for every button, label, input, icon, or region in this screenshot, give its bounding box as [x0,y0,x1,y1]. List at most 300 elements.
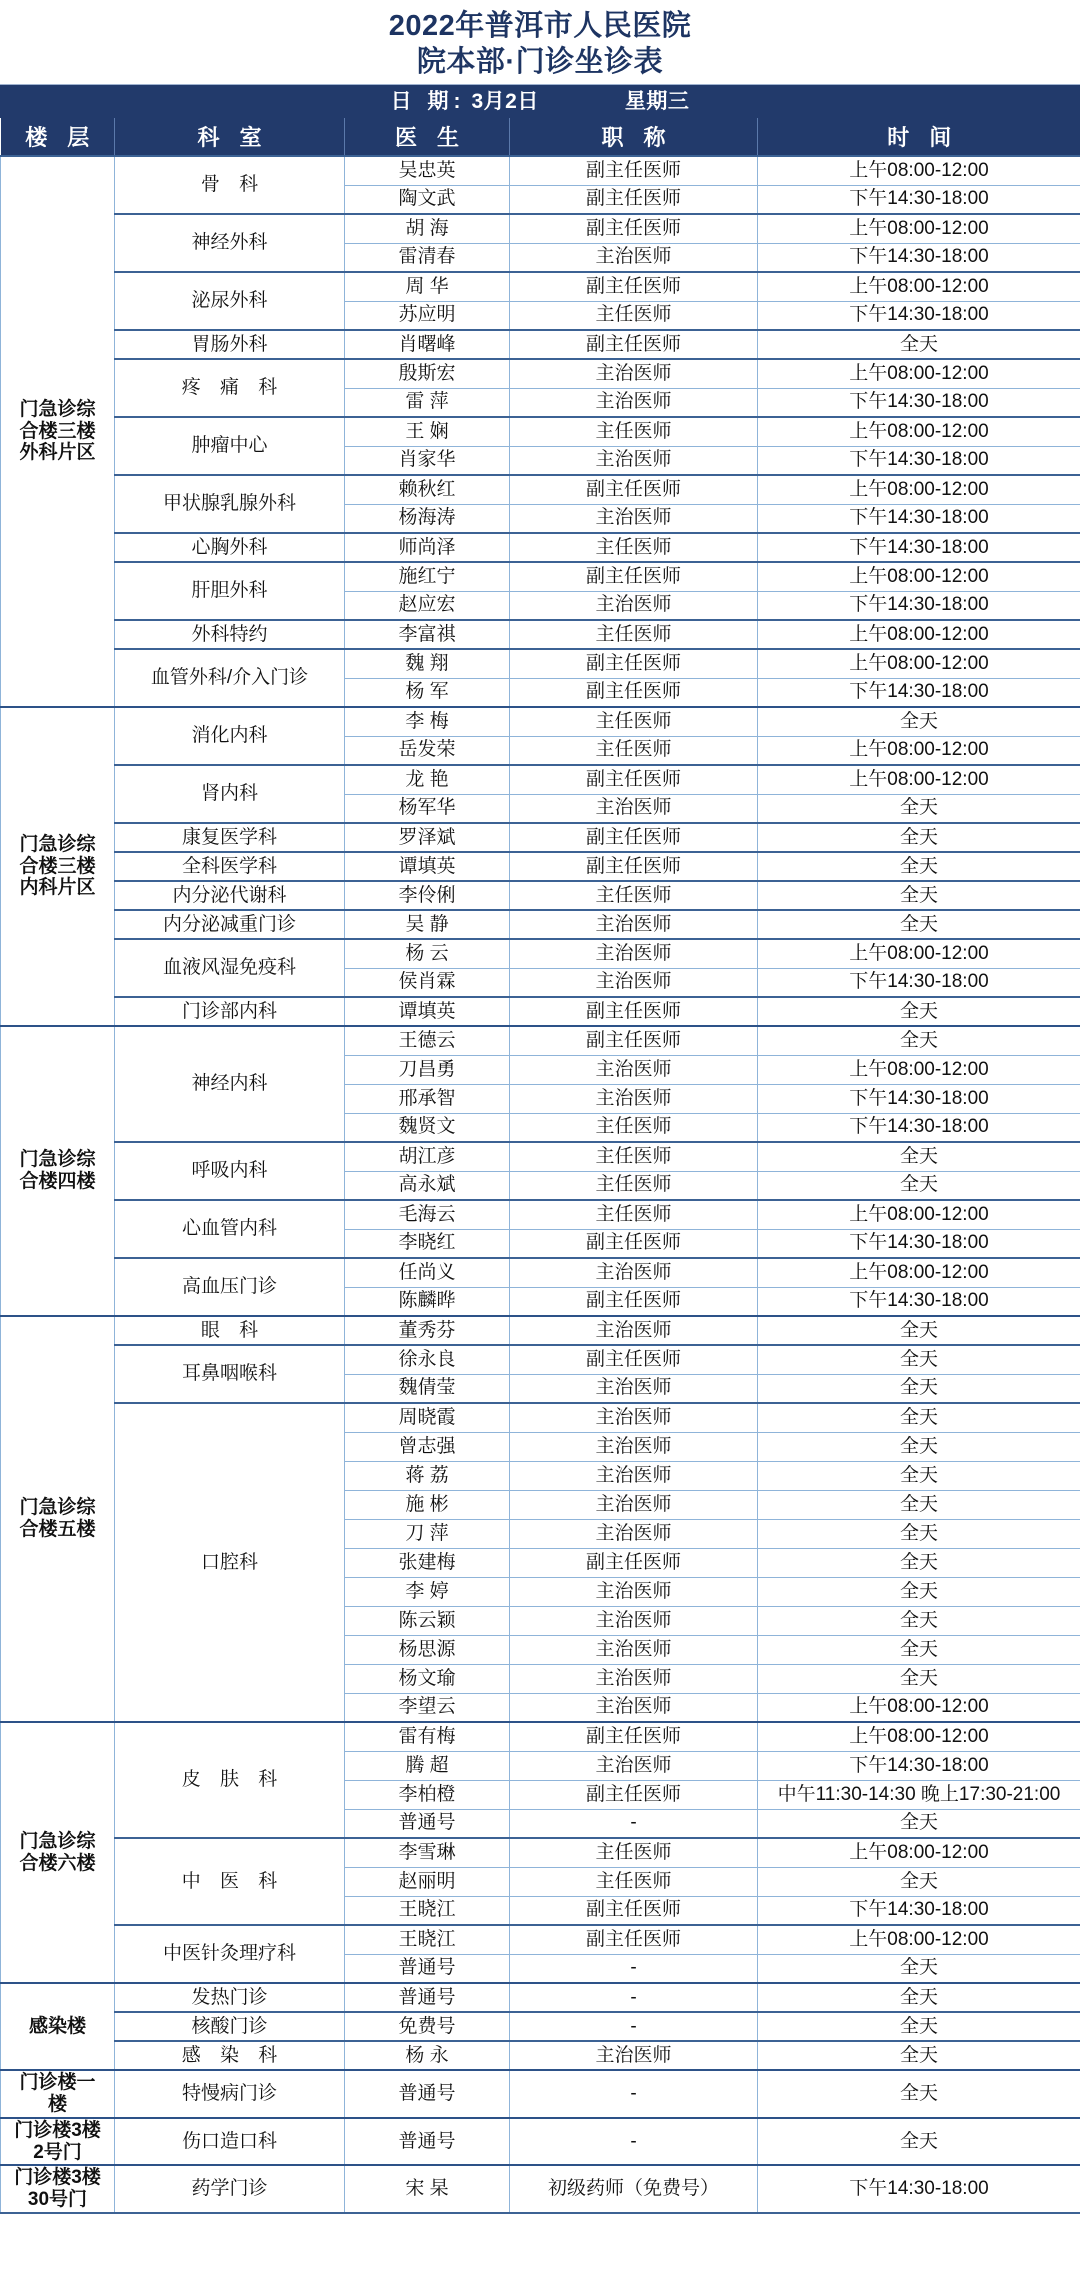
schedule-time-cell: 上午08:00-12:00 [758,417,1080,446]
doctor-name-cell: 胡江彦 [345,1142,510,1171]
doctor-name-cell: 王德云 [345,1026,510,1055]
schedule-time-cell: 上午08:00-12:00 [758,1925,1080,1954]
table-row [1,910,1080,939]
doctor-title-cell: 副主任医师 [510,1925,758,1954]
doctor-title-cell: 主治医师 [510,1635,758,1664]
table-row [1,823,1080,852]
doctor-name-cell: 施 彬 [345,1490,510,1519]
schedule-time-cell: 下午14:30-18:00 [758,504,1080,533]
doctor-name-cell: 毛海云 [345,1200,510,1229]
doctor-name-cell: 任尚义 [345,1258,510,1287]
doctor-title-cell: 主治医师 [510,939,758,968]
doctor-title-cell: 主治医师 [510,591,758,620]
schedule-time-cell: 全天 [758,330,1080,359]
table-row [1,881,1080,910]
doctor-name-cell: 雷有梅 [345,1722,510,1751]
schedule-time-cell: 全天 [758,2070,1080,2118]
schedule-time-cell: 全天 [758,881,1080,910]
department-cell: 血管外科/介入门诊 [115,649,345,707]
doctor-title-cell: 主治医师 [510,794,758,823]
doctor-name-cell: 王晓江 [345,1925,510,1954]
schedule-time-cell: 全天 [758,1026,1080,1055]
doctor-title-cell: 主治医师 [510,1751,758,1780]
doctor-name-cell: 普通号 [345,1954,510,1983]
table-row [1,1838,1080,1867]
department-cell: 骨 科 [115,156,345,214]
schedule-time-cell: 全天 [758,1345,1080,1374]
doctor-name-cell: 邢承智 [345,1084,510,1113]
doctor-title-cell: - [510,2012,758,2041]
doctor-name-cell: 高永斌 [345,1171,510,1200]
schedule-time-cell: 下午14:30-18:00 [758,1751,1080,1780]
doctor-title-cell: 主治医师 [510,1055,758,1084]
doctor-title-cell: 主治医师 [510,1664,758,1693]
doctor-title-cell: 副主任医师 [510,1780,758,1809]
table-row [1,1026,1080,1055]
schedule-time-cell: 上午08:00-12:00 [758,272,1080,301]
department-cell: 感 染 科 [115,2041,345,2070]
doctor-title-cell: 主治医师 [510,1316,758,1345]
schedule-time-cell: 下午14:30-18:00 [758,968,1080,997]
doctor-title-cell: 主治医师 [510,910,758,939]
doctor-name-cell: 李 婷 [345,1577,510,1606]
schedule-time-cell: 上午08:00-12:00 [758,1055,1080,1084]
schedule-time-cell: 上午08:00-12:00 [758,359,1080,388]
doctor-title-cell: - [510,2118,758,2166]
table-row [1,620,1080,649]
date-label: 日 期: [390,90,466,113]
doctor-title-cell: 副主任医师 [510,1026,758,1055]
schedule-time-cell: 全天 [758,1606,1080,1635]
table-body [1,156,1080,2213]
floor-cell: 门急诊综 合楼三楼 内科片区 [1,707,115,1026]
doctor-name-cell: 李雪琳 [345,1838,510,1867]
doctor-name-cell: 谭填英 [345,997,510,1026]
doctor-title-cell: 主治医师 [510,1258,758,1287]
department-cell: 中 医 科 [115,1838,345,1925]
department-cell: 神经内科 [115,1026,345,1142]
doctor-name-cell: 杨 云 [345,939,510,968]
doctor-title-cell: 主任医师 [510,707,758,736]
schedule-time-cell: 下午14:30-18:00 [758,1896,1080,1925]
schedule-time-cell: 全天 [758,1490,1080,1519]
doctor-title-cell: 副主任医师 [510,1287,758,1316]
weekday-value: 星期三 [624,90,690,113]
doctor-name-cell: 腾 超 [345,1751,510,1780]
department-cell: 胃肠外科 [115,330,345,359]
doctor-name-cell: 苏应明 [345,301,510,330]
floor-cell: 门诊楼3楼 30号门 [1,2165,115,2213]
department-cell: 高血压门诊 [115,1258,345,1316]
doctor-name-cell: 胡 海 [345,214,510,243]
doctor-name-cell: 陈云颖 [345,1606,510,1635]
table-row [1,417,1080,446]
doctor-name-cell: 徐永良 [345,1345,510,1374]
doctor-title-cell: 副主任医师 [510,214,758,243]
doctor-title-cell: 主治医师 [510,2041,758,2070]
floor-cell: 门急诊综 合楼六楼 [1,1722,115,1983]
doctor-name-cell: 李 梅 [345,707,510,736]
department-cell: 全科医学科 [115,852,345,881]
schedule-time-cell: 下午14:30-18:00 [758,2165,1080,2213]
doctor-name-cell: 普通号 [345,2070,510,2118]
doctor-title-cell: 副主任医师 [510,649,758,678]
table-row [1,1983,1080,2012]
department-cell: 心血管内科 [115,1200,345,1258]
doctor-title-cell: 主治医师 [510,1693,758,1722]
doctor-title-cell: 主任医师 [510,881,758,910]
doctor-title-cell: 主治医师 [510,1606,758,1635]
department-cell: 眼 科 [115,1316,345,1345]
schedule-time-cell: 全天 [758,1432,1080,1461]
table-row [1,475,1080,504]
doctor-title-cell: - [510,1954,758,1983]
schedule-time-cell: 中午11:30-14:30 晚上17:30-21:00 [758,1780,1080,1809]
department-cell: 内分泌减重门诊 [115,910,345,939]
schedule-time-cell: 全天 [758,1374,1080,1403]
doctor-name-cell: 张建梅 [345,1548,510,1577]
schedule-time-cell: 上午08:00-12:00 [758,649,1080,678]
table-header [1,118,1080,156]
doctor-title-cell: 副主任医师 [510,185,758,214]
doctor-name-cell: 岳发荣 [345,736,510,765]
table-row [1,1403,1080,1432]
floor-cell: 门急诊综 合楼四楼 [1,1026,115,1316]
floor-cell: 门诊楼一 楼 [1,2070,115,2118]
doctor-title-cell: 主任医师 [510,1867,758,1896]
doctor-name-cell: 魏贤文 [345,1113,510,1142]
column-header-time: 时 间 [758,118,1080,156]
department-cell: 肾内科 [115,765,345,823]
table-row [1,562,1080,591]
doctor-name-cell: 雷 萍 [345,388,510,417]
doctor-name-cell: 赵应宏 [345,591,510,620]
table-row [1,330,1080,359]
doctor-name-cell: 李伶俐 [345,881,510,910]
doctor-title-cell: 主治医师 [510,1519,758,1548]
schedule-time-cell: 全天 [758,852,1080,881]
doctor-name-cell: 吴忠英 [345,156,510,185]
page-title-line2: 院本部·门诊坐诊表 [416,46,664,78]
doctor-name-cell: 陈麟晔 [345,1287,510,1316]
department-cell: 伤口造口科 [115,2118,345,2166]
doctor-name-cell: 杨海涛 [345,504,510,533]
doctor-name-cell: 杨文瑜 [345,1664,510,1693]
doctor-name-cell: 陶文武 [345,185,510,214]
schedule-time-cell: 下午14:30-18:00 [758,533,1080,562]
schedule-time-cell: 全天 [758,794,1080,823]
schedule-time-cell: 上午08:00-12:00 [758,1258,1080,1287]
schedule-time-cell: 下午14:30-18:00 [758,185,1080,214]
doctor-title-cell: 副主任医师 [510,997,758,1026]
schedule-time-cell: 全天 [758,1577,1080,1606]
department-cell: 内分泌代谢科 [115,881,345,910]
doctor-name-cell: 李晓红 [345,1229,510,1258]
table-row [1,707,1080,736]
department-cell: 核酸门诊 [115,2012,345,2041]
doctor-name-cell: 王 娴 [345,417,510,446]
schedule-time-cell: 全天 [758,1519,1080,1548]
floor-cell: 门急诊综 合楼三楼 外科片区 [1,156,115,707]
doctor-title-cell: 主任医师 [510,620,758,649]
schedule-time-cell: 上午08:00-12:00 [758,620,1080,649]
department-cell: 耳鼻咽喉科 [115,1345,345,1403]
doctor-title-cell: 副主任医师 [510,475,758,504]
doctor-title-cell: 主任医师 [510,736,758,765]
schedule-time-cell: 全天 [758,1316,1080,1345]
table-row [1,1925,1080,1954]
doctor-name-cell: 周 华 [345,272,510,301]
schedule-time-cell: 全天 [758,1142,1080,1171]
schedule-time-cell: 全天 [758,1171,1080,1200]
doctor-title-cell: 主任医师 [510,1200,758,1229]
schedule-time-cell: 下午14:30-18:00 [758,1287,1080,1316]
schedule-time-cell: 全天 [758,1548,1080,1577]
column-header-doctor: 医 生 [345,118,510,156]
department-cell: 肿瘤中心 [115,417,345,475]
doctor-name-cell: 刀 萍 [345,1519,510,1548]
schedule-time-cell: 上午08:00-12:00 [758,736,1080,765]
doctor-title-cell: 副主任医师 [510,765,758,794]
schedule-time-cell: 全天 [758,823,1080,852]
doctor-name-cell: 杨思源 [345,1635,510,1664]
doctor-name-cell: 殷斯宏 [345,359,510,388]
doctor-name-cell: 师尚泽 [345,533,510,562]
department-cell: 药学门诊 [115,2165,345,2213]
schedule-time-cell: 上午08:00-12:00 [758,765,1080,794]
doctor-title-cell: 主治医师 [510,1432,758,1461]
table-row [1,1258,1080,1287]
doctor-name-cell: 谭填英 [345,852,510,881]
schedule-time-cell: 上午08:00-12:00 [758,475,1080,504]
floor-cell: 门急诊综 合楼五楼 [1,1316,115,1722]
schedule-time-cell: 上午08:00-12:00 [758,156,1080,185]
doctor-name-cell: 宋 杲 [345,2165,510,2213]
doctor-title-cell: 副主任医师 [510,272,758,301]
department-cell: 口腔科 [115,1403,345,1722]
floor-cell: 感染楼 [1,1983,115,2070]
doctor-title-cell: - [510,1809,758,1838]
department-cell: 发热门诊 [115,1983,345,2012]
schedule-time-cell: 全天 [758,1954,1080,1983]
doctor-name-cell: 施红宁 [345,562,510,591]
schedule-time-cell: 全天 [758,997,1080,1026]
doctor-title-cell: 主治医师 [510,359,758,388]
doctor-title-cell: 主任医师 [510,301,758,330]
doctor-title-cell: 主治医师 [510,968,758,997]
department-cell: 外科特约 [115,620,345,649]
schedule-time-cell: 下午14:30-18:00 [758,301,1080,330]
schedule-time-cell: 上午08:00-12:00 [758,214,1080,243]
table-row [1,939,1080,968]
doctor-name-cell: 普通号 [345,2118,510,2166]
schedule-time-cell: 下午14:30-18:00 [758,446,1080,475]
department-cell: 皮 肤 科 [115,1722,345,1838]
department-cell: 呼吸内科 [115,1142,345,1200]
table-row [1,1316,1080,1345]
doctor-name-cell: 龙 艳 [345,765,510,794]
department-cell: 甲状腺乳腺外科 [115,475,345,533]
doctor-name-cell: 肖曙峰 [345,330,510,359]
table-row [1,1142,1080,1171]
doctor-title-cell: 主治医师 [510,446,758,475]
table-row [1,2118,1080,2166]
schedule-time-cell: 全天 [758,707,1080,736]
doctor-title-cell: 主任医师 [510,533,758,562]
department-cell: 神经外科 [115,214,345,272]
title-block [0,0,1080,84]
doctor-title-cell: 主治医师 [510,388,758,417]
schedule-time-cell: 上午08:00-12:00 [758,939,1080,968]
schedule-time-cell: 全天 [758,910,1080,939]
doctor-title-cell: 主治医师 [510,1461,758,1490]
doctor-title-cell: 主治医师 [510,1084,758,1113]
table-row [1,156,1080,185]
table-row [1,2012,1080,2041]
table-row [1,2041,1080,2070]
doctor-title-cell: - [510,2070,758,2118]
schedule-time-cell: 全天 [758,2118,1080,2166]
column-header-title: 职 称 [510,118,758,156]
schedule-time-cell: 上午08:00-12:00 [758,562,1080,591]
doctor-name-cell: 刀昌勇 [345,1055,510,1084]
department-cell: 康复医学科 [115,823,345,852]
header-row [1,118,1080,156]
table-row [1,1200,1080,1229]
department-cell: 泌尿外科 [115,272,345,330]
table-row [1,649,1080,678]
doctor-title-cell: 副主任医师 [510,823,758,852]
schedule-time-cell: 全天 [758,1664,1080,1693]
table-row [1,1722,1080,1751]
schedule-time-cell: 下午14:30-18:00 [758,243,1080,272]
doctor-name-cell: 侯肖霖 [345,968,510,997]
doctor-title-cell: 副主任医师 [510,1722,758,1751]
page-title-line1: 2022年普洱市人民医院 [388,10,692,42]
doctor-title-cell: 主治医师 [510,243,758,272]
floor-cell: 门诊楼3楼 2号门 [1,2118,115,2166]
department-cell: 肝胆外科 [115,562,345,620]
doctor-name-cell: 李富祺 [345,620,510,649]
doctor-name-cell: 李柏橙 [345,1780,510,1809]
date-value: 3月2日 [471,90,539,113]
doctor-name-cell: 王晓江 [345,1896,510,1925]
department-cell: 消化内科 [115,707,345,765]
doctor-name-cell: 曾志强 [345,1432,510,1461]
doctor-title-cell: 主治医师 [510,504,758,533]
schedule-time-cell: 上午08:00-12:00 [758,1838,1080,1867]
doctor-title-cell: 主治医师 [510,1403,758,1432]
date-bar [0,84,1080,118]
schedule-time-cell: 下午14:30-18:00 [758,1113,1080,1142]
department-cell: 中医针灸理疗科 [115,1925,345,1983]
department-cell: 血液风湿免疫科 [115,939,345,997]
table-row [1,1345,1080,1374]
schedule-time-cell: 下午14:30-18:00 [758,1229,1080,1258]
doctor-name-cell: 赖秋红 [345,475,510,504]
doctor-name-cell: 杨军华 [345,794,510,823]
table-row [1,359,1080,388]
schedule-time-cell: 全天 [758,1867,1080,1896]
doctor-name-cell: 赵丽明 [345,1867,510,1896]
table-row [1,2070,1080,2118]
schedule-time-cell: 全天 [758,1461,1080,1490]
doctor-name-cell: 李望云 [345,1693,510,1722]
doctor-name-cell: 董秀芬 [345,1316,510,1345]
schedule-time-cell: 下午14:30-18:00 [758,591,1080,620]
doctor-title-cell: 主任医师 [510,1171,758,1200]
schedule-time-cell: 下午14:30-18:00 [758,388,1080,417]
table-row [1,2165,1080,2213]
doctor-title-cell: 主任医师 [510,1838,758,1867]
doctor-title-cell: 副主任医师 [510,1345,758,1374]
doctor-name-cell: 吴 静 [345,910,510,939]
department-cell: 疼 痛 科 [115,359,345,417]
schedule-time-cell: 全天 [758,1809,1080,1838]
column-header-floor: 楼 层 [1,118,115,156]
department-cell: 特慢病门诊 [115,2070,345,2118]
doctor-title-cell: 副主任医师 [510,678,758,707]
doctor-title-cell: - [510,1983,758,2012]
doctor-title-cell: 副主任医师 [510,1896,758,1925]
schedule-time-cell: 上午08:00-12:00 [758,1693,1080,1722]
doctor-title-cell: 副主任医师 [510,1548,758,1577]
doctor-name-cell: 雷清春 [345,243,510,272]
doctor-title-cell: 主治医师 [510,1490,758,1519]
schedule-time-cell: 上午08:00-12:00 [758,1722,1080,1751]
doctor-name-cell: 普通号 [345,1809,510,1838]
column-header-dept: 科 室 [115,118,345,156]
table-row [1,272,1080,301]
doctor-title-cell: 主任医师 [510,1113,758,1142]
schedule-time-cell: 全天 [758,1403,1080,1432]
doctor-name-cell: 魏 翔 [345,649,510,678]
doctor-title-cell: 主治医师 [510,1577,758,1606]
doctor-title-cell: 初级药师（免费号） [510,2165,758,2213]
doctor-title-cell: 主任医师 [510,1142,758,1171]
table-row [1,214,1080,243]
doctor-name-cell: 蒋 荔 [345,1461,510,1490]
doctor-name-cell: 罗泽斌 [345,823,510,852]
schedule-time-cell: 全天 [758,2012,1080,2041]
schedule-time-cell: 下午14:30-18:00 [758,678,1080,707]
schedule-time-cell: 上午08:00-12:00 [758,1200,1080,1229]
doctor-title-cell: 主任医师 [510,417,758,446]
table-row [1,533,1080,562]
table-row [1,852,1080,881]
doctor-name-cell: 魏倩莹 [345,1374,510,1403]
doctor-title-cell: 副主任医师 [510,156,758,185]
schedule-time-cell: 全天 [758,1635,1080,1664]
department-cell: 门诊部内科 [115,997,345,1026]
doctor-name-cell: 普通号 [345,1983,510,2012]
doctor-name-cell: 周晓霞 [345,1403,510,1432]
doctor-name-cell: 肖家华 [345,446,510,475]
doctor-title-cell: 副主任医师 [510,562,758,591]
schedule-time-cell: 全天 [758,1983,1080,2012]
schedule-time-cell: 全天 [758,2041,1080,2070]
schedule-time-cell: 下午14:30-18:00 [758,1084,1080,1113]
doctor-title-cell: 主治医师 [510,1374,758,1403]
doctor-name-cell: 杨 军 [345,678,510,707]
department-cell: 心胸外科 [115,533,345,562]
doctor-name-cell: 免费号 [345,2012,510,2041]
doctor-title-cell: 副主任医师 [510,852,758,881]
table-row [1,765,1080,794]
doctor-title-cell: 副主任医师 [510,1229,758,1258]
table-row [1,997,1080,1026]
doctor-name-cell: 杨 永 [345,2041,510,2070]
